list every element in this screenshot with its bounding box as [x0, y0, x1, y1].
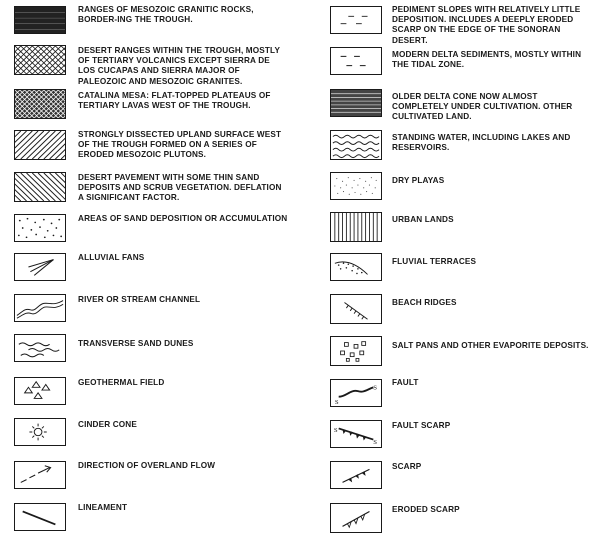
salt-pan-icon: [330, 336, 382, 366]
fault-icon: [330, 379, 382, 407]
legend-text-fault-scarp: FAULT SCARP: [392, 421, 451, 430]
fault-scarp-icon: [330, 420, 382, 448]
cinder-cone-icon: [14, 418, 66, 446]
legend-text-delta-modern: MODERN DELTA SEDIMENTS, MOSTLY WITHIN THE TIDAL ZONE.: [392, 50, 582, 70]
legend-text-catalina: CATALINA MESA: FLAT-TOPPED PLATEAUS OF TERTIARY LAVAS WEST OF THE TROUGH.: [78, 91, 271, 111]
diagonal-hatch-icon: [14, 130, 66, 160]
pediment-icon: [330, 6, 382, 34]
lineament-icon: [14, 503, 66, 531]
legend-text-eroded-scarp: ERODED SCARP: [392, 505, 460, 514]
dry-playa-icon: [330, 172, 382, 200]
legend-text-fans: ALLUVIAL FANS: [78, 253, 145, 262]
eroded-scarp-icon: [330, 503, 382, 533]
svg-text:S: S: [334, 399, 339, 406]
legend-text-cinder: CINDER CONE: [78, 420, 137, 429]
sand-dunes-icon: [14, 334, 66, 362]
modern-delta-icon: [330, 47, 382, 75]
legend-text-saltpans: SALT PANS AND OTHER EVAPORITE DEPOSITS.: [392, 341, 589, 350]
legend-text-upland: STRONGLY DISSECTED UPLAND SURFACE WEST OF THE TROUGH FORMED ON A SERIES OF ERODED MESOZOIC PLUTONS.: [78, 130, 282, 160]
legend-text-terraces: FLUVIAL TERRACES: [392, 257, 477, 266]
legend-text-granitic: RANGES OF MESOZOIC GRANITIC ROCKS, BORDER-ING THE TROUGH.: [78, 5, 254, 25]
legend-text-overland: DIRECTION OF OVERLAND FLOW: [78, 461, 216, 470]
legend-text-geothermal: GEOTHERMAL FIELD: [78, 378, 165, 387]
legend-text-playas: DRY PLAYAS: [392, 176, 445, 185]
legend-text-fault: FAULT: [392, 378, 419, 387]
fluvial-terrace-icon: [330, 253, 382, 281]
older-delta-icon: [330, 89, 382, 117]
legend-text-beach: BEACH RIDGES: [392, 298, 457, 307]
legend-text-river: RIVER OR STREAM CHANNEL: [78, 295, 201, 304]
legend-text-lineament: LINEAMENT: [78, 503, 128, 512]
standing-water-icon: [330, 130, 382, 160]
legend-text-pediment: PEDIMENT SLOPES WITH RELATIVELY LITTLE DEPOSITION. INCLUDES A DEEPLY ERODED SCARP ON THE EDGE OF THE SONORAN DESERT.: [392, 5, 581, 45]
legend-text-urban: URBAN LANDS: [392, 215, 454, 224]
beach-ridge-icon: [330, 294, 382, 324]
legend-text-delta-older: OLDER DELTA CONE NOW ALMOST COMPLETELY UNDER CULTIVATION. OTHER CULTIVATED LAND.: [392, 92, 573, 122]
urban-lands-icon: [330, 212, 382, 242]
legend-text-sand: AREAS OF SAND DEPOSITION OR ACCUMULATION: [78, 214, 288, 223]
geothermal-icon: [14, 377, 66, 405]
river-channel-icon: [14, 294, 66, 322]
legend-text-scarp: SCARP: [392, 462, 422, 471]
granitic-ranges-icon: [14, 6, 66, 34]
dense-crosshatch-icon: [14, 89, 66, 119]
legend-text-dunes: TRANSVERSE SAND DUNES: [78, 339, 194, 348]
svg-text:S: S: [373, 384, 378, 392]
overland-flow-arrow-icon: [14, 461, 66, 489]
alluvial-fan-icon: [14, 253, 66, 281]
dotted-sand-icon: [14, 214, 66, 242]
legend-text-desert-ranges: DESERT RANGES WITHIN THE TROUGH, MOSTLY OF TERTIARY VOLCANICS EXCEPT SIERRA DE LOS CUCAPAS AND SIERRA MAJOR OF PALEOZOIC AND MESOZOIC GRANITES.: [78, 46, 280, 86]
reverse-diagonal-hatch-icon: [14, 172, 66, 202]
crosshatch-icon: [14, 45, 66, 75]
legend-text-water: STANDING WATER, INCLUDING LAKES AND RESERVOIRS.: [392, 133, 571, 153]
legend-text-pavement: DESERT PAVEMENT WITH SOME THIN SAND DEPOSITS AND SCRUB VEGETATION. DEFLATION A SIGNIFICANT FACTOR.: [78, 173, 282, 203]
svg-text:S: S: [373, 439, 378, 447]
svg-text:S: S: [333, 427, 338, 435]
scarp-icon: [330, 461, 382, 489]
